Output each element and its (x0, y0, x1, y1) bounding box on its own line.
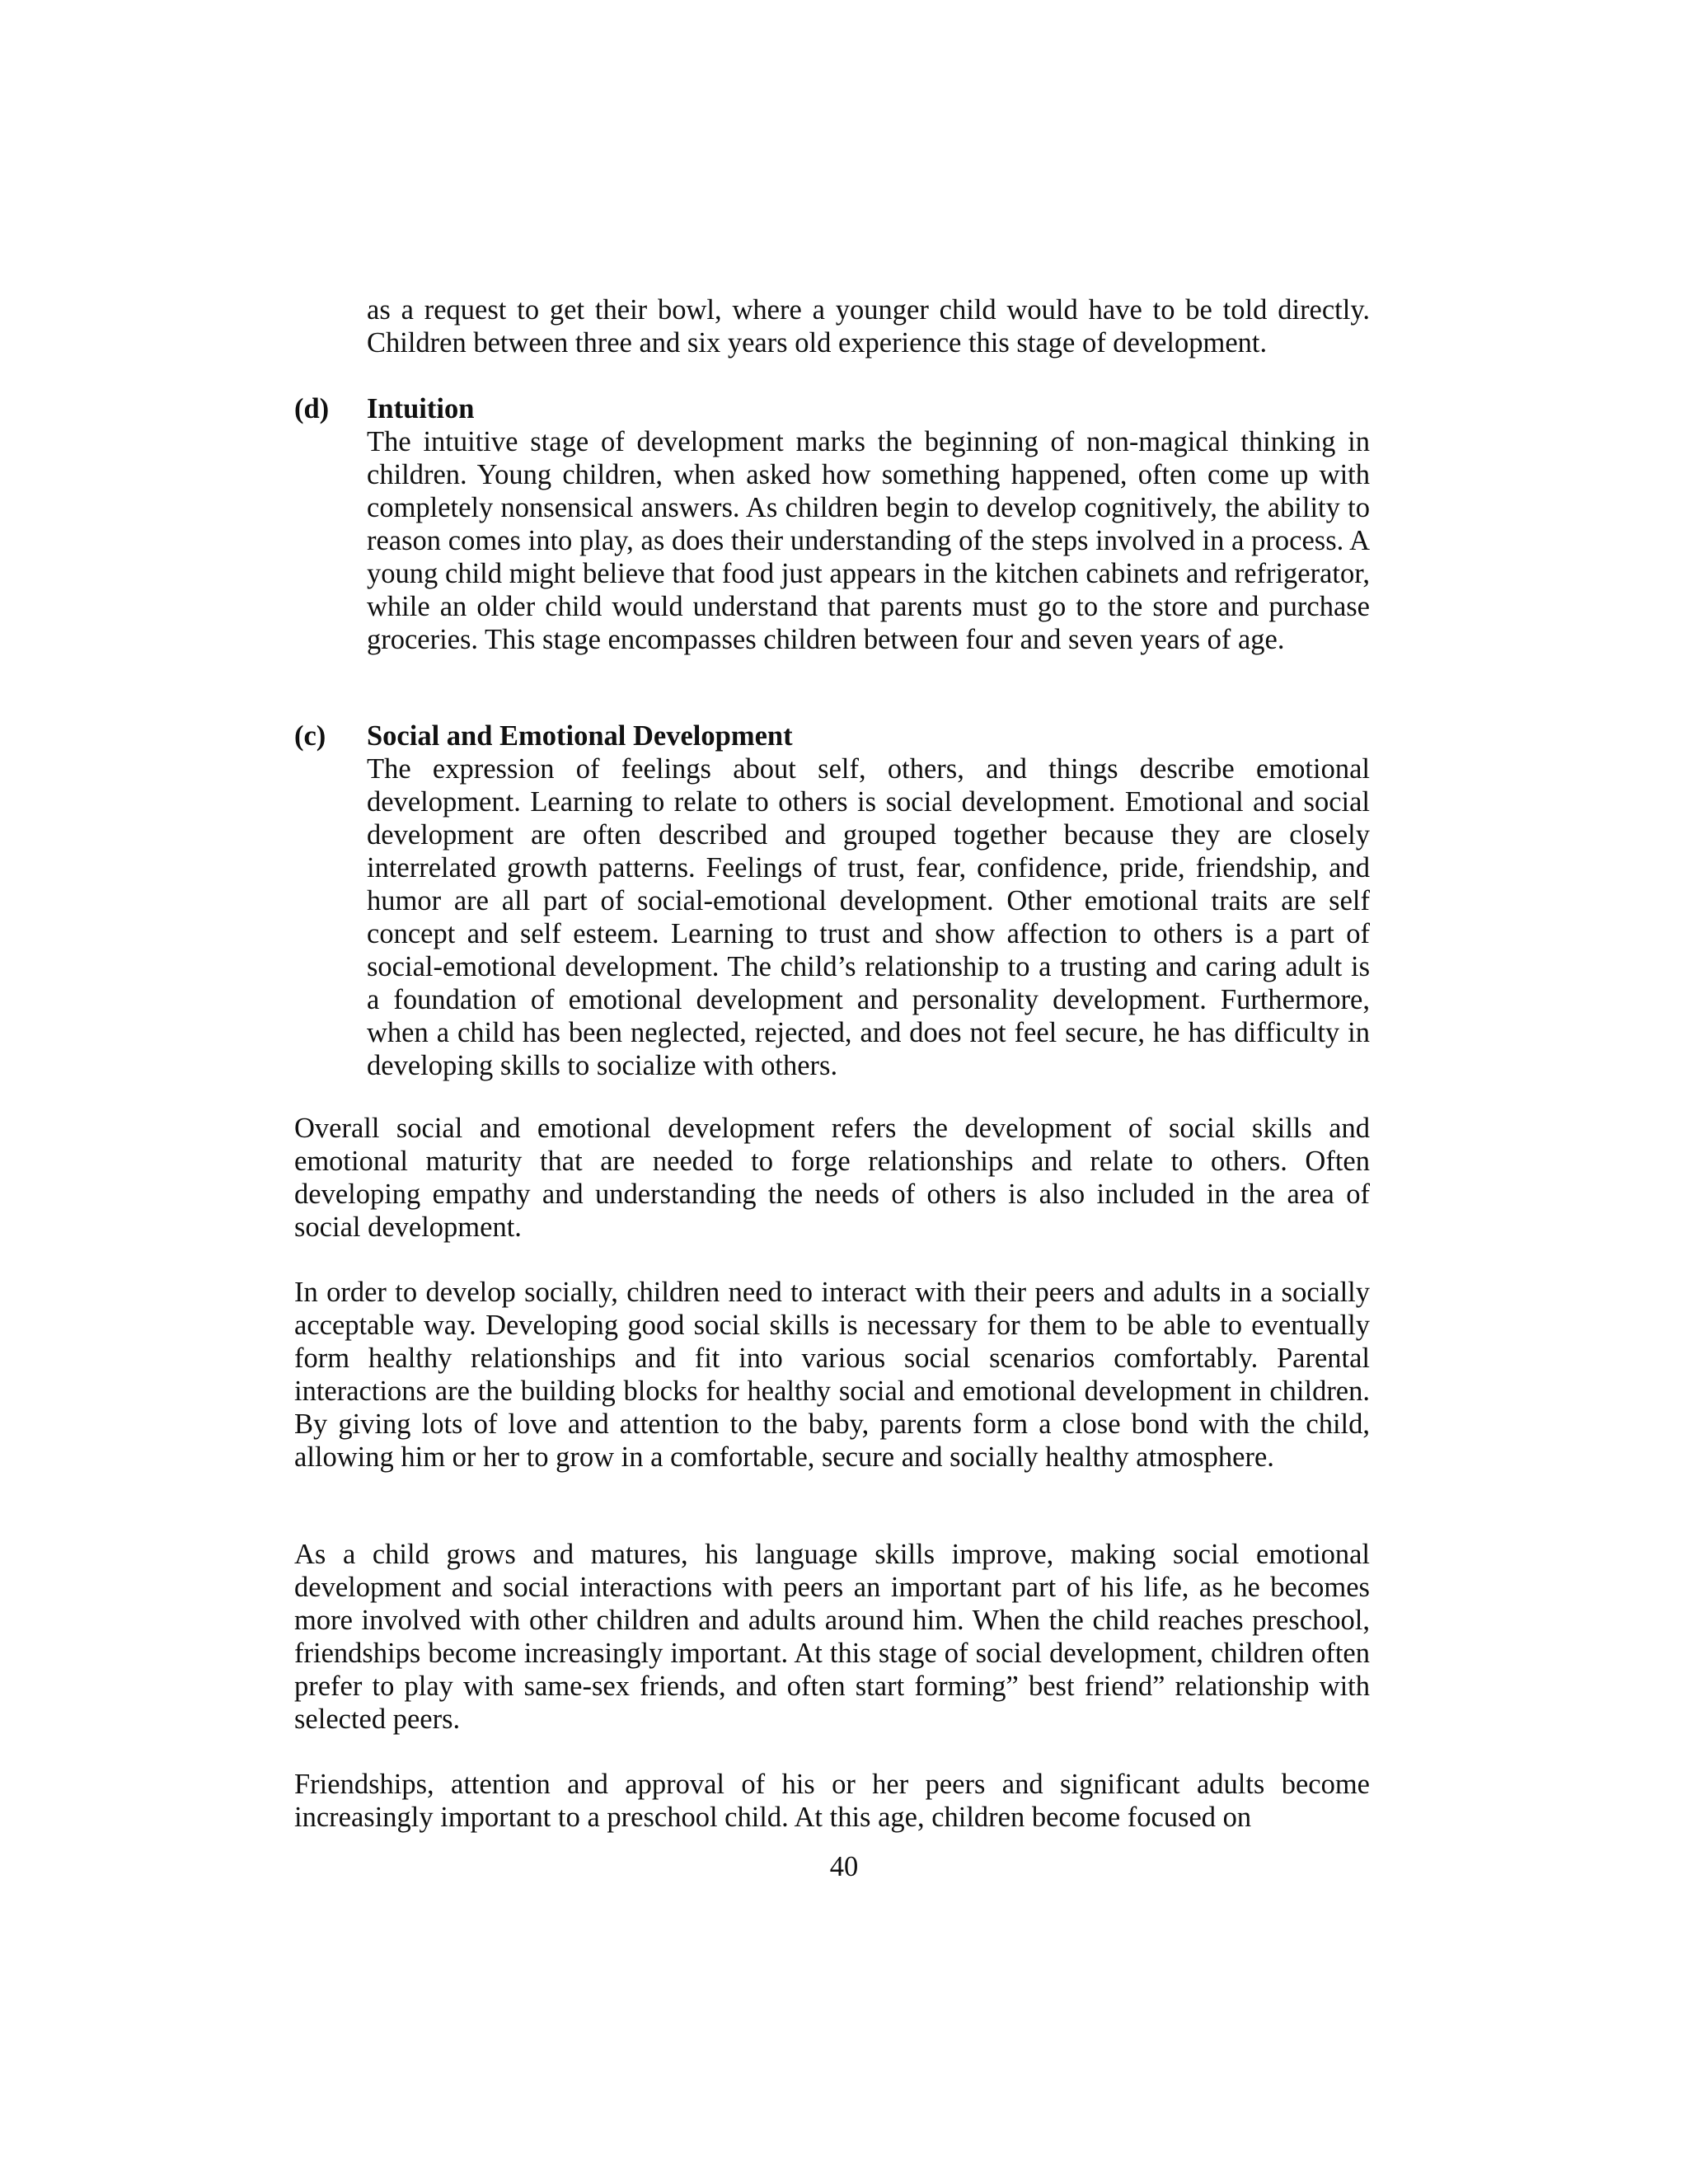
section-heading: Social and Emotional Development (367, 720, 793, 752)
section-marker: (d) (294, 393, 330, 424)
body-paragraph: Overall social and emotional development refers the development of social skills and emotional maturity that are needed to forge relationships and relate to others. Often developing empathy and understanding the needs of others is also included in the area of social development. (294, 1113, 1370, 1243)
body-paragraph: Friendships, attention and approval of his or her peers and significant adults become increasingly important to a preschool child. At this age, children become focused on (294, 1769, 1370, 1833)
section-body: The intuitive stage of development marks the beginning of non-magical thinking in children. Young children, when asked how something happened, often come up with completely nonsensical answers. As children begin to develop cognitively, the ability to reason comes into play, as does their understanding of the steps involved in a process. A young child might believe that food just appears in the kitchen cabinets and refrigerator, while an older child would understand that parents must go to the store and purchase groceries. This stage encompasses children between four and seven years of age. (367, 426, 1370, 655)
body-paragraph: In order to develop socially, children need to interact with their peers and adults in a socially acceptable way. Developing good social skills is necessary for them to be able to eventually form healthy relationships and fit into various social scenarios comfortably. Parental interactions are the building blocks for healthy social and emotional development in children. By giving lots of love and attention to the baby, parents form a close bond with the child, allowing him or her to grow in a comfortable, secure and socially healthy atmosphere. (294, 1277, 1370, 1473)
page-number: 40 (829, 1851, 859, 1882)
section-marker: (c) (294, 720, 326, 752)
continuation-paragraph: as a request to get their bowl, where a younger child would have to be told directly. Children between three and six years old experience this stage of development. (367, 294, 1370, 359)
section-body: The expression of feelings about self, others, and things describe emotional development. Learning to relate to others is social development. Emotional and social development are often described and grouped together because they are closely interrelated growth patterns. Feelings of trust, fear, confidence, pride, friendship, and humor are all part of social-emotional development. Other emotional traits are self concept and self esteem. Learning to trust and show affection to others is a part of social-emotional development. The child’s relationship to a trusting and caring adult is a foundation of emotional development and personality development. Furthermore, when a child has been neglected, rejected, and does not feel secure, he has difficulty in developing skills to socialize with others. (367, 753, 1370, 1081)
body-paragraph: As a child grows and matures, his language skills improve, making social emotional development and social interactions with peers an important part of his life, as he becomes more involved with other children and adults around him. When the child reaches preschool, friendships become increasingly important. At this stage of social development, children often prefer to play with same-sex friends, and often start forming” best friend” relationship with selected peers. (294, 1539, 1370, 1735)
section-heading: Intuition (367, 393, 475, 424)
